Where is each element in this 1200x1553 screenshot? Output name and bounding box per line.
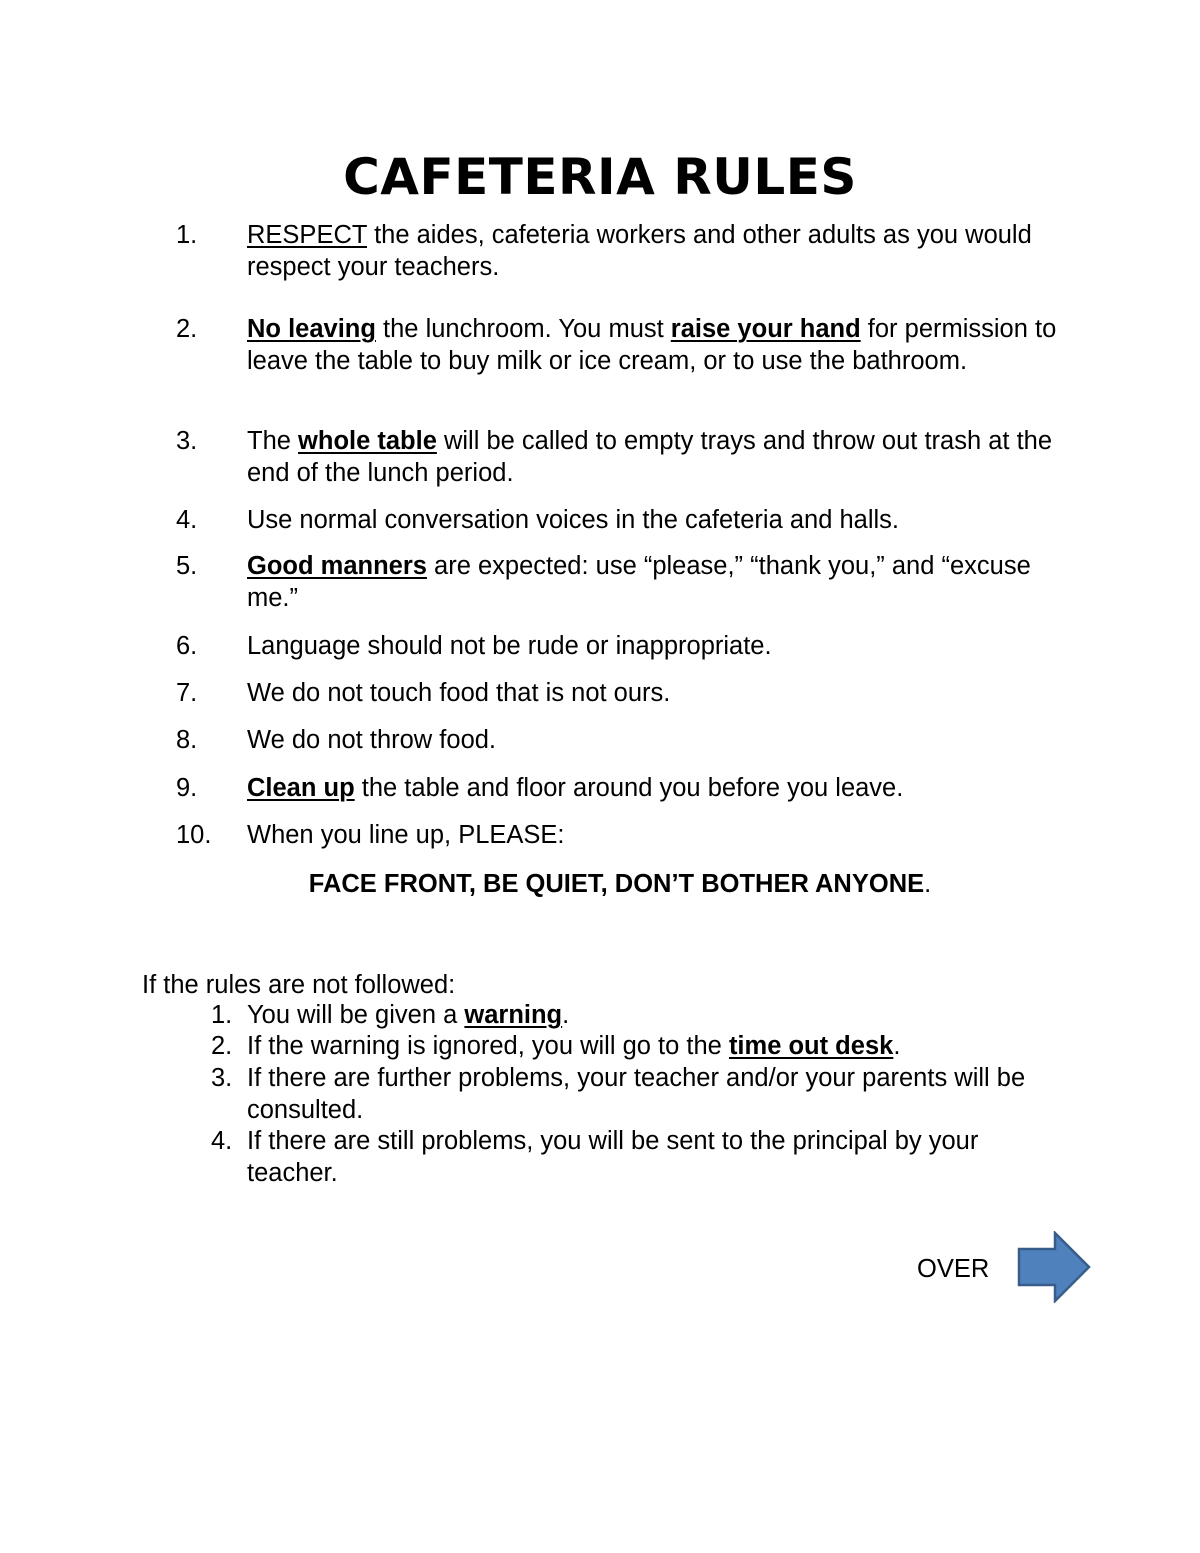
rule-number: 1.: [176, 221, 198, 249]
consequence-text: [247, 1000, 1067, 1032]
line-up-instruction-text: FACE FRONT, BE QUIET, DON’T BOTHER ANYONE: [308, 870, 925, 898]
rule-number: 4.: [176, 506, 198, 534]
consequence-text-part: If there are still problems, you will be sent to the principal by your teacher.: [247, 1127, 979, 1187]
rule-text-part: We do not throw food.: [247, 726, 497, 754]
consequence-number: 3.: [211, 1064, 233, 1092]
rule-text: [247, 219, 1067, 283]
rule-text: [247, 724, 1067, 756]
consequence-text: [247, 1063, 1067, 1126]
consequence-number: 1.: [211, 1001, 233, 1029]
consequence-emphasis: time out desk: [728, 1032, 894, 1060]
right-arrow-icon: [1017, 1231, 1091, 1303]
rule-text-part: We do not touch food that is not ours.: [247, 679, 671, 707]
rule-text-part: The: [247, 427, 299, 455]
rule-text-part: are expected: use “please,” “thank you,” and “excuse me.”: [247, 552, 1031, 612]
rule-number: 2.: [176, 315, 198, 343]
consequence-number: 2.: [211, 1032, 233, 1060]
rule-text-part: Language should not be rude or inappropriate.: [247, 632, 772, 660]
rule-text-part: the lunchroom. You must: [375, 315, 671, 343]
rule-emphasis: whole table: [298, 427, 437, 455]
rule-text-part: the aides, cafeteria workers and other adults as you would respect your teachers.: [247, 221, 1032, 281]
page-title: CAFETERIA RULES: [343, 148, 857, 206]
right-arrow-shape: [1019, 1233, 1089, 1301]
rule-number: 9.: [176, 774, 198, 802]
rule-text-part: will be called to empty trays and throw out trash at the end of the lunch period.: [247, 427, 1053, 487]
consequence-text-part: .: [893, 1032, 901, 1060]
consequence-text-part: If the warning is ignored, you will go to the: [247, 1032, 729, 1060]
rule-emphasis: Clean up: [247, 774, 355, 802]
consequence-emphasis: warning: [464, 1001, 563, 1029]
line-up-period: .: [924, 870, 932, 898]
line-up-instruction: [0, 868, 1200, 900]
rule-text-part: for permission to leave the table to buy milk or ice cream, or to use the bathroom.: [247, 315, 1057, 375]
rule-number: 6.: [176, 632, 198, 660]
rule-emphasis: raise your hand: [670, 315, 861, 343]
rule-number: 10.: [176, 821, 212, 849]
rule-emphasis: Good manners: [247, 552, 427, 580]
consequence-text-part: You will be given a: [247, 1001, 465, 1029]
rule-emphasis: RESPECT: [247, 221, 367, 249]
rule-text: [247, 504, 1067, 536]
consequence-text: [247, 1031, 1067, 1063]
rule-emphasis: No leaving: [247, 315, 376, 343]
rule-text: [247, 550, 1067, 614]
rule-text: [247, 425, 1067, 489]
rule-number: 3.: [176, 427, 198, 455]
rule-number: 7.: [176, 679, 198, 707]
rule-number: 8.: [176, 726, 198, 754]
consequence-text-part: .: [562, 1001, 570, 1029]
rule-text: [247, 677, 1067, 709]
rule-text-part: Use normal conversation voices in the cafeteria and halls.: [247, 506, 900, 534]
rule-number: 5.: [176, 552, 198, 580]
consequence-text-part: If there are further problems, your teacher and/or your parents will be consulted.: [247, 1064, 1026, 1124]
rule-text-part: the table and floor around you before you leave.: [354, 774, 904, 802]
rule-text: [247, 313, 1067, 377]
consequence-number: 4.: [211, 1127, 233, 1155]
over-label: OVER: [917, 1255, 990, 1283]
consequences-intro: If the rules are not followed:: [142, 971, 456, 999]
rule-text: [247, 819, 1067, 851]
rule-text-part: When you line up, PLEASE:: [247, 821, 565, 849]
rule-text: [247, 772, 1067, 804]
consequence-text: [247, 1126, 1067, 1189]
rule-text: [247, 630, 1067, 662]
